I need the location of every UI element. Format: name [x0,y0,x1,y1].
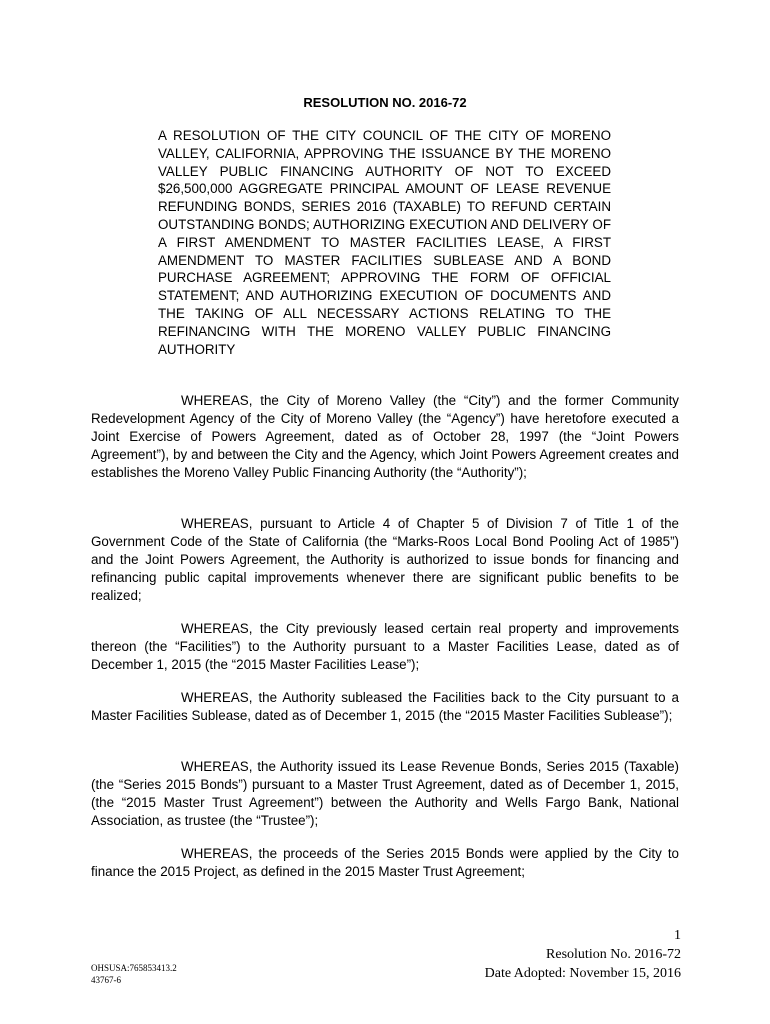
page-footer-left [91,962,177,986]
footer-date-adopted: Date Adopted: November 15, 2016 [484,966,681,981]
whereas-paragraph-5: WHEREAS, the Authority issued its Lease Revenue Bonds, Series 2015 (Taxable) (the “Series 2015 Bonds”) pursuant to a Master Trust Agreement, dated as of December 1, 2015, (the “2015 Master Trust Agreement”) between the Authority and Wells Fargo Bank, National Association, as trustee (the “Trustee”); [91,759,679,828]
footer-resolution-number: Resolution No. 2016-72 [546,947,681,962]
page-footer-right [485,926,681,983]
resolution-heading: A RESOLUTION OF THE CITY COUNCIL OF THE CITY OF MORENO VALLEY, CALIFORNIA, APPROVING THE ISSUANCE BY THE MORENO VALLEY PUBLIC FINANCING AUTHORITY OF NOT TO EXCEED $26,500,000 AGGREGATE PRINCIPAL AMOUNT OF LEASE REVENUE REFUNDING BONDS, SERIES 2016 (TAXABLE) TO REFUND CERTAIN OUTSTANDING BONDS; AUTHORIZING EXECUTION AND DELIVERY OF A FIRST AMENDMENT TO MASTER FACILITIES LEASE, A FIRST AMENDMENT TO MASTER FACILITIES SUBLEASE AND A BOND PURCHASE AGREEMENT; APPROVING THE FORM OF OFFICIAL STATEMENT; AND AUTHORIZING EXECUTION OF DOCUMENTS AND THE TAKING OF ALL NECESSARY ACTIONS RELATING TO THE REFINANCING WITH THE MORENO VALLEY PUBLIC FINANCING AUTHORITY [158,128,611,357]
page-number: 1 [674,928,681,943]
whereas-paragraph-4: WHEREAS, the Authority subleased the Facilities back to the City pursuant to a Master Facilities Sublease, dated as of December 1, 2015 (the “2015 Master Facilities Sublease”); [91,690,679,723]
whereas-paragraph-2: WHEREAS, pursuant to Article 4 of Chapter 5 of Division 7 of Title 1 of the Government Code of the State of California (the “Marks-Roos Local Bond Pooling Act of 1985”) and the Joint Powers Agreement, the Authority is authorized to issue bonds for financing and refinancing public capital improvements whenever there are significant public benefits to be realized; [91,516,679,603]
whereas-paragraph-1: WHEREAS, the City of Moreno Valley (the “City”) and the former Community Redevelopment Agency of the City of Moreno Valley (the “Agency”) have heretofore executed a Joint Exercise of Powers Agreement, dated as of October 28, 1997 (the “Joint Powers Agreement”), by and between the City and the Agency, which Joint Powers Agreement creates and establishes the Moreno Valley Public Financing Authority (the “Authority”); [91,393,679,480]
whereas-paragraph-3: WHEREAS, the City previously leased certain real property and improvements thereon (the “Facilities”) to the Authority pursuant to a Master Facilities Lease, dated as of December 1, 2015 (the “2015 Master Facilities Lease”); [91,621,679,672]
resolution-title: RESOLUTION NO. 2016-72 [303,95,467,110]
document-code: 43767-6 [91,975,121,985]
whereas-paragraph-6: WHEREAS, the proceeds of the Series 2015 Bonds were applied by the City to finance the 2015 Project, as defined in the 2015 Master Trust Agreement; [91,846,679,879]
document-id: OHSUSA:765853413.2 [91,963,177,973]
